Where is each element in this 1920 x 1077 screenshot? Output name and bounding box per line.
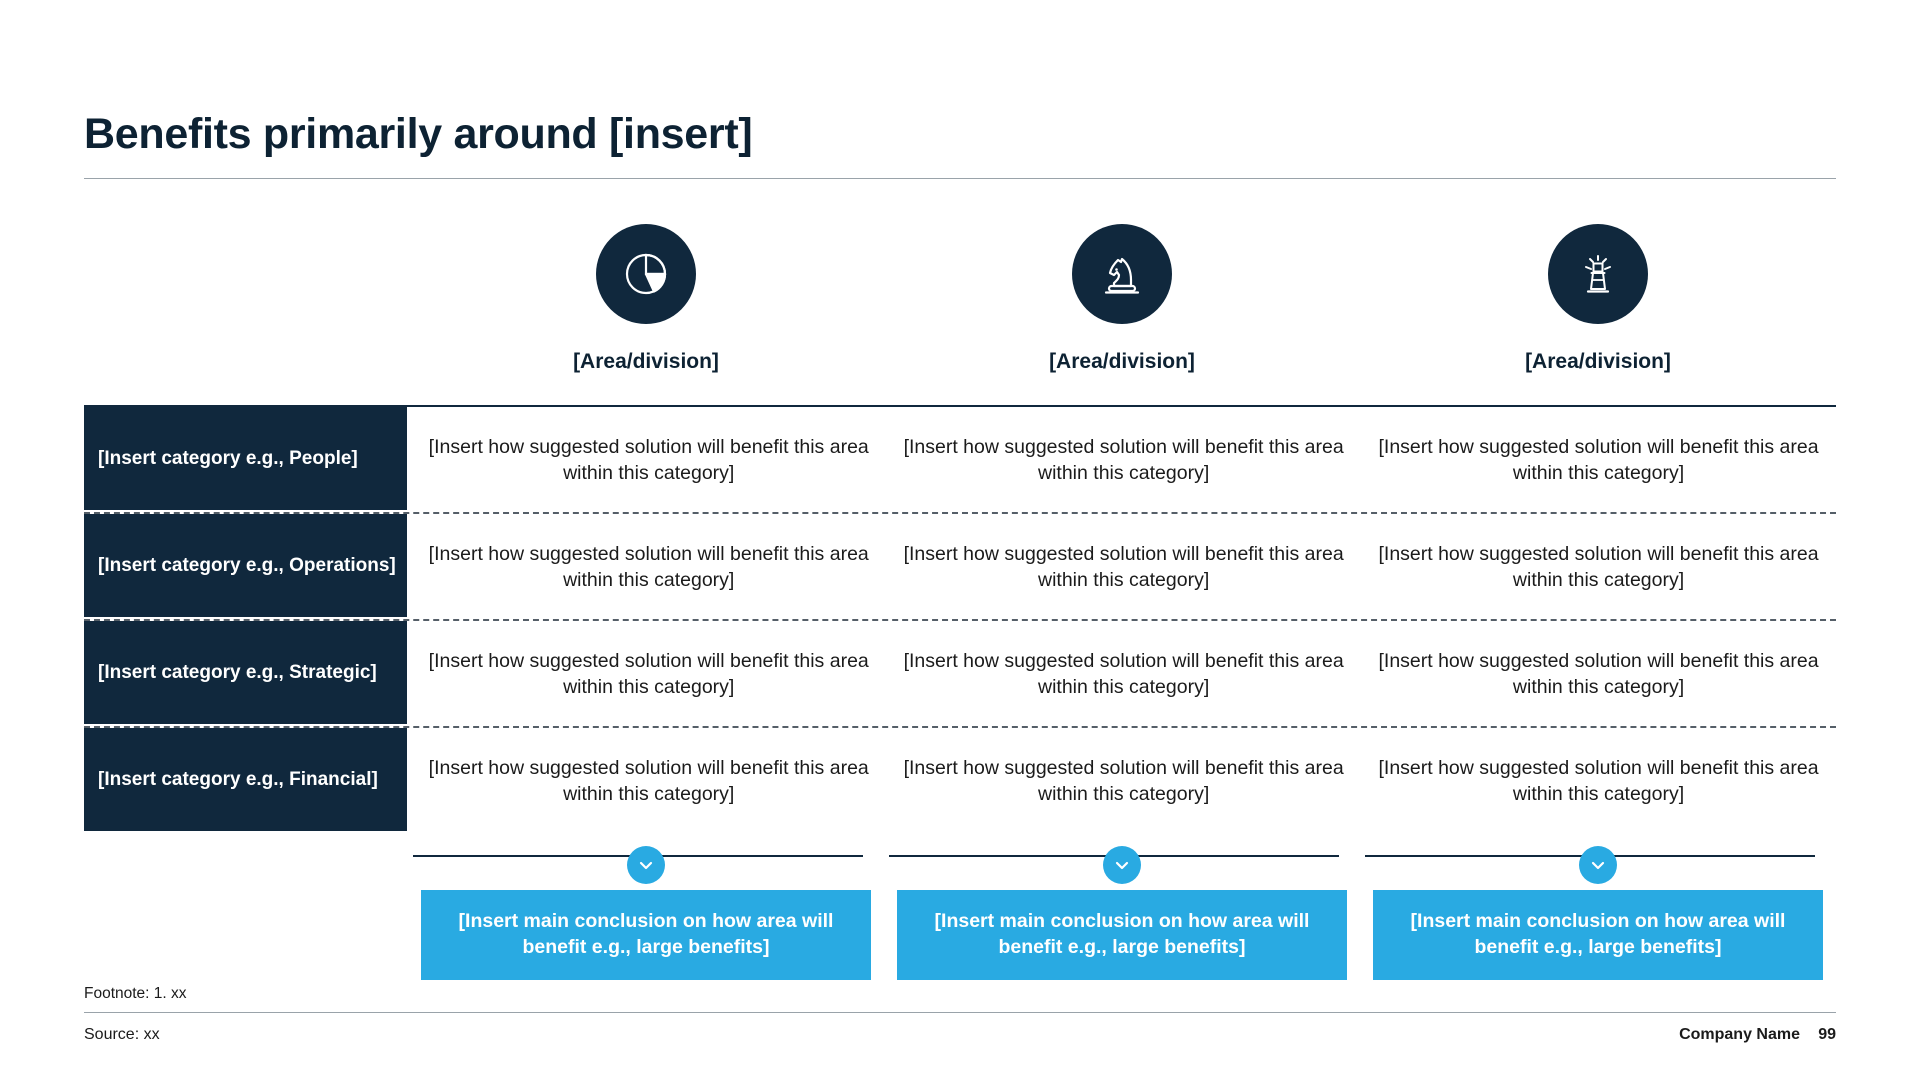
- benefit-cell: [Insert how suggested solution will benefit this area within this category]: [1378, 435, 1819, 484]
- table-row: [84, 514, 1836, 621]
- conclusion-wrapper: [408, 890, 884, 980]
- conclusion-wrapper: [884, 890, 1360, 980]
- company-name: Company Name: [1679, 1026, 1800, 1043]
- benefit-cell: [Insert how suggested solution will benefit this area within this category]: [903, 649, 1344, 698]
- connector-2: [884, 846, 1360, 886]
- benefit-cell: [Insert how suggested solution will benefit this area within this category]: [1378, 756, 1819, 805]
- conclusion-box: [Insert main conclusion on how area will benefit e.g., large benefits]: [421, 890, 871, 980]
- conclusion-boxes: [408, 890, 1836, 980]
- page-title: Benefits primarily around [insert]: [84, 110, 753, 158]
- chevron-down-icon: [627, 846, 665, 884]
- category-label: [Insert category e.g., Operations]: [84, 514, 407, 617]
- column-header-2: [884, 224, 1360, 374]
- source-label: Source: xx: [84, 1026, 160, 1043]
- benefit-cell: [Insert how suggested solution will benefit this area within this category]: [903, 542, 1344, 591]
- table-row: [84, 728, 1836, 835]
- benefit-cell: [Insert how suggested solution will benefit this area within this category]: [903, 756, 1344, 805]
- footnote: Footnote: 1. xx: [84, 985, 187, 1002]
- chevron-down-icon: [1579, 846, 1617, 884]
- benefit-cell: [Insert how suggested solution will benefit this area within this category]: [428, 756, 869, 805]
- category-label: [Insert category e.g., Strategic]: [84, 621, 407, 724]
- table-row: [84, 621, 1836, 728]
- lighthouse-icon: [1548, 224, 1648, 324]
- benefit-cell: [Insert how suggested solution will benefit this area within this category]: [428, 542, 869, 591]
- column-header-3: [1360, 224, 1836, 374]
- column-headers: [408, 224, 1836, 374]
- connectors: [408, 846, 1836, 886]
- benefit-cell: [Insert how suggested solution will benefit this area within this category]: [1378, 542, 1819, 591]
- chevron-down-icon: [1103, 846, 1141, 884]
- benefits-matrix: [84, 407, 1836, 835]
- connector-1: [408, 846, 884, 886]
- chess-knight-icon: [1072, 224, 1172, 324]
- column-header-1: [408, 224, 884, 374]
- table-row: [84, 407, 1836, 514]
- benefit-cell: [Insert how suggested solution will benefit this area within this category]: [428, 435, 869, 484]
- conclusion-box: [Insert main conclusion on how area will benefit e.g., large benefits]: [897, 890, 1347, 980]
- column-label: [Area/division]: [1049, 350, 1195, 373]
- page-number: 99: [1818, 1026, 1836, 1043]
- category-label: [Insert category e.g., People]: [84, 407, 407, 510]
- column-label: [Area/division]: [573, 350, 719, 373]
- column-label: [Area/division]: [1525, 350, 1671, 373]
- benefit-cell: [Insert how suggested solution will benefit this area within this category]: [903, 435, 1344, 484]
- category-label: [Insert category e.g., Financial]: [84, 728, 407, 831]
- benefit-cell: [Insert how suggested solution will benefit this area within this category]: [428, 649, 869, 698]
- conclusion-wrapper: [1360, 890, 1836, 980]
- pie-chart-icon: [596, 224, 696, 324]
- conclusion-box: [Insert main conclusion on how area will benefit e.g., large benefits]: [1373, 890, 1823, 980]
- footer-divider: [84, 1012, 1836, 1013]
- benefit-cell: [Insert how suggested solution will benefit this area within this category]: [1378, 649, 1819, 698]
- connector-3: [1360, 846, 1836, 886]
- title-divider: [84, 178, 1836, 179]
